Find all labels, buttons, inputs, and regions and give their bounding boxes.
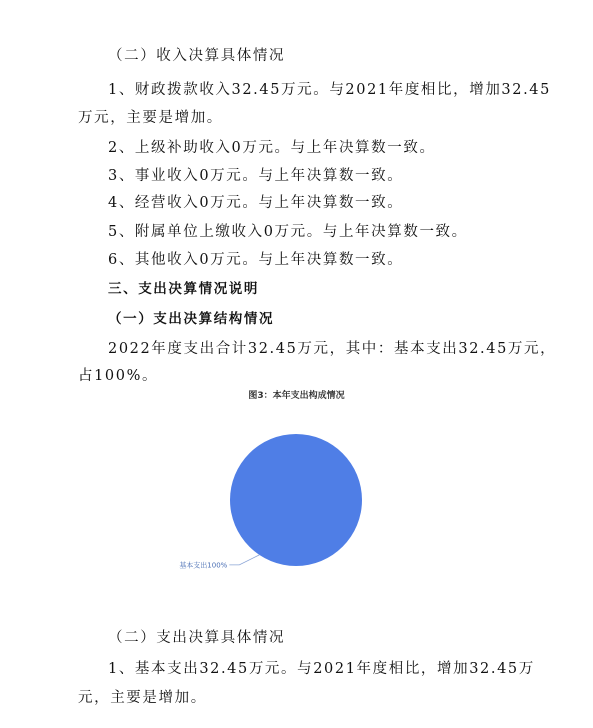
- income-item-5: 5、附属单位上缴收入0万元。与上年决算数一致。: [108, 224, 468, 240]
- expense-total-line-1: 2022年度支出合计32.45万元，其中：基本支出32.45万元，: [108, 341, 557, 357]
- expense-structure-heading: （一）支出决算结构情况: [108, 311, 275, 327]
- pie-slice-0: [230, 434, 362, 566]
- income-item-6: 6、其他收入0万元。与上年决算数一致。: [108, 252, 404, 268]
- expense-heading: 三、支出决算情况说明: [108, 281, 259, 297]
- expense-detail-heading: （二）支出决算具体情况: [108, 630, 286, 646]
- chart-title: 图3：本年支出构成情况: [248, 391, 345, 401]
- income-item-1-line-2: 万元，主要是增加。: [78, 110, 223, 126]
- income-item-1-line-1: 1、财政拨款收入32.45万元。与2021年度相比，增加32.45: [108, 82, 551, 98]
- income-item-3: 3、事业收入0万元。与上年决算数一致。: [108, 168, 404, 184]
- expense-total-line-2: 占100%。: [78, 368, 159, 384]
- income-item-2: 2、上级补助收入0万元。与上年决算数一致。: [108, 140, 436, 156]
- pie-label-0: 基本支出100%: [179, 561, 228, 570]
- pie-leader-line-0: [229, 555, 259, 565]
- expense-item-1-line-1: 1、基本支出32.45万元。与2021年度相比，增加32.45万: [108, 661, 535, 677]
- income-detail-heading: （二）收入决算具体情况: [108, 48, 286, 64]
- income-item-4: 4、经营收入0万元。与上年决算数一致。: [108, 195, 404, 211]
- expense-item-1-line-2: 元，主要是增加。: [78, 690, 207, 706]
